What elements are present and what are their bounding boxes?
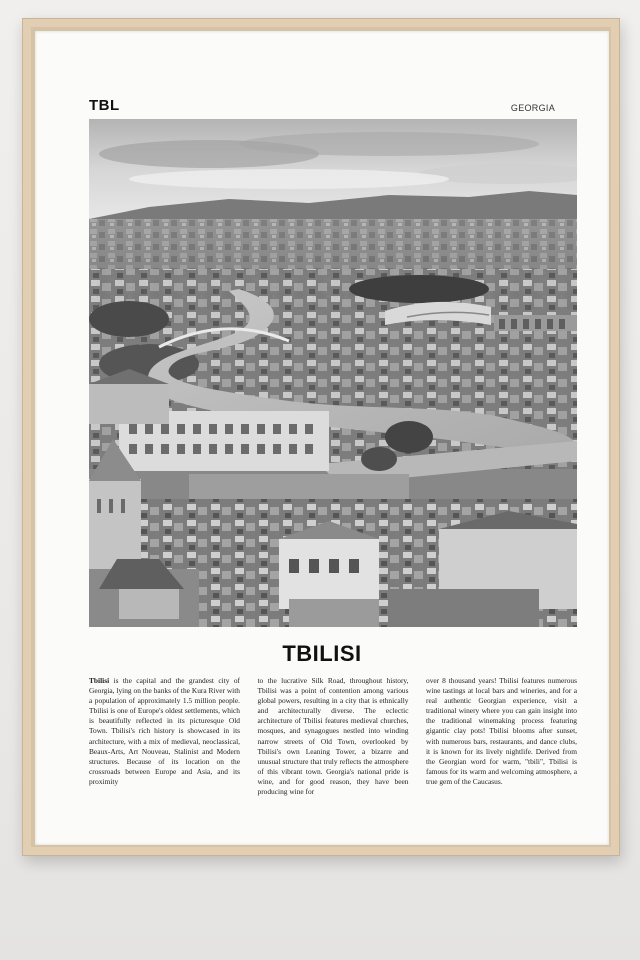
description-columns: [89, 676, 577, 806]
column-text: to the lucrative Silk Road, throughout history, Tbilisi was a point of contention among various global powers, resulting in a city that is ethnically and architecturally diverse. The eclectic architecture of Tbilisi features medieval churches, mosques, and synagogues nestled into winding narrow streets of Old Town, overlooked by Tbilisi's own Leaning Tower, a bizarre and unusual structure that truly reflects the atmosphere of this vibrant town. Georgia's national pride is wine, and for good reason, they have been producing wine for: [257, 676, 409, 797]
description-column-1: [89, 676, 240, 806]
country-label: GEORGIA: [510, 103, 555, 113]
city-photo: [89, 119, 577, 627]
church: [89, 479, 141, 569]
poster-paper: [35, 31, 609, 845]
city-title: TBILISI: [282, 641, 362, 666]
description-column-3: [426, 676, 577, 806]
column-text: over 8 thousand years! Tbilisi features numerous wine tastings at local bars and wineries, and for a real authentic Georgian experience, visit a traditional winery where you can gain insight into the traditional winemaking process featuring gigantic clay pots! Tbilisi blooms after sunset, with numerous bars, restaurants, and dance clubs, it is known for its lively nightlife. Derived from the Georgian word for warm, "tbili", Tbilisi is famous for its warm and welcoming atmosphere, a true gem of the Caucasus.: [426, 676, 577, 786]
picture-frame: [22, 18, 620, 856]
description-column-2: [258, 676, 409, 806]
lead-word: Tbilisi: [89, 676, 110, 685]
column-text: is the capital and the grandest city of Georgia, lying on the banks of the Kura River with a population of approximately 1.5 million people. Tbilisi is one of Europe's oldest settlements, which is beautifully reflected in its picturesque Old Town. Tbilisi's rich history is showcased in its architecture, with a mix of medieval, neoclassical, Beaux-Arts, Art Nouveau, Stalinist and Modern structures. Because of its location on the crossroads between Europe and Asia, and its proximity: [89, 676, 240, 786]
city-code: TBL: [89, 97, 120, 114]
